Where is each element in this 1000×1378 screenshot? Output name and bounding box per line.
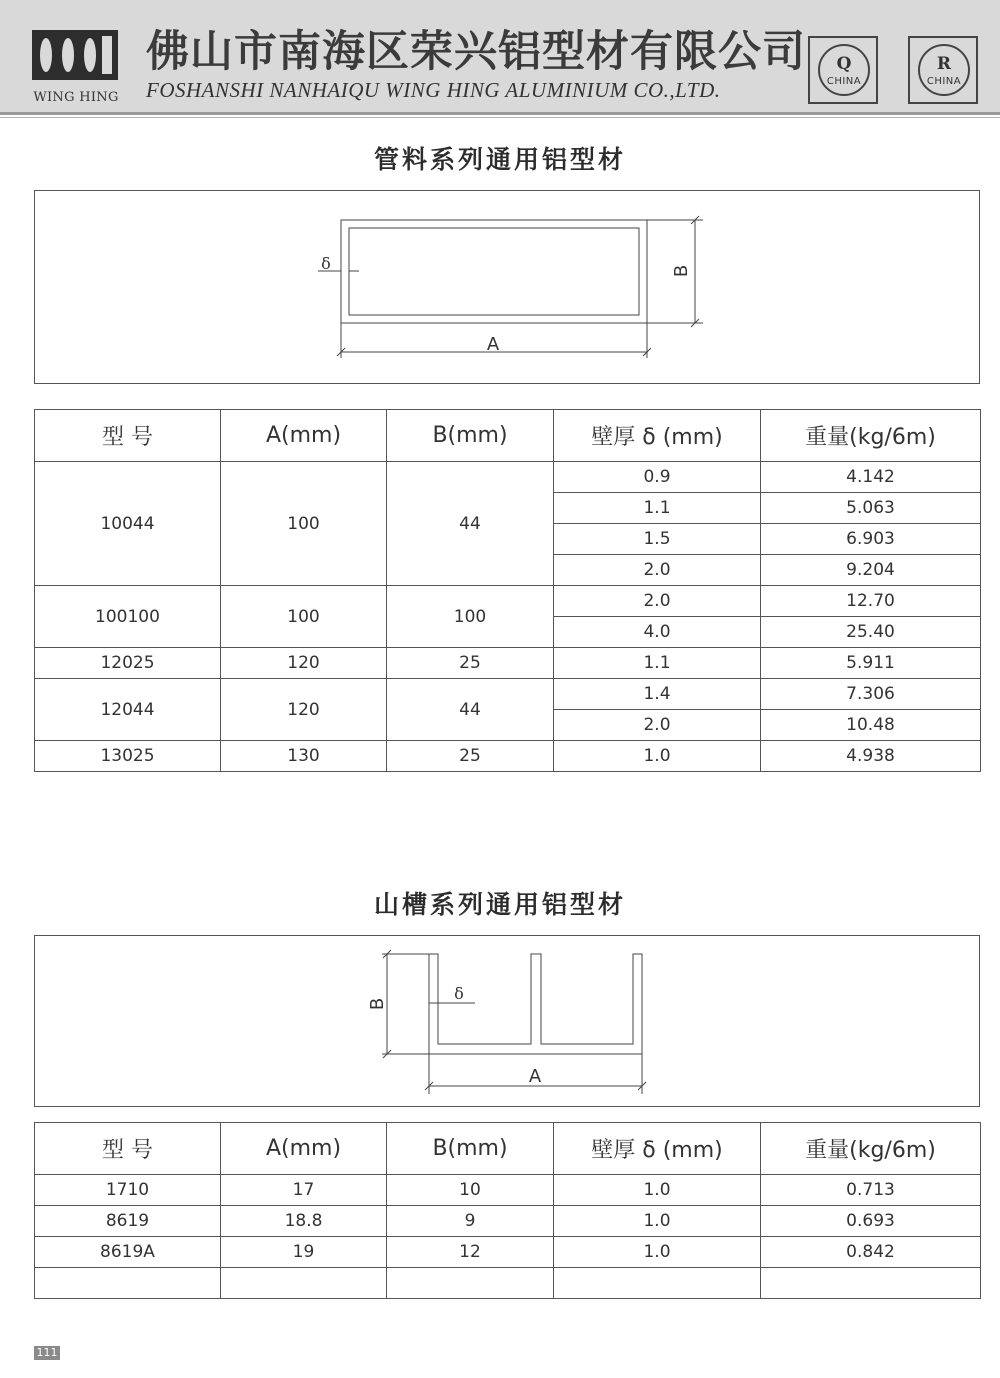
cell-b: 25: [387, 648, 554, 679]
dim-b-label: B: [367, 997, 388, 1011]
header-a: A(mm): [221, 410, 387, 462]
cell-model: 12044: [35, 679, 221, 741]
cell-a: 17: [221, 1175, 387, 1206]
section2-diagram: [34, 935, 980, 1107]
cell-weight: 25.40: [761, 617, 981, 648]
dim-delta-label: δ: [454, 984, 464, 1003]
rect-tube-profile-diagram: [35, 191, 981, 385]
cell-thickness: [554, 1268, 761, 1299]
table-header-row: [35, 410, 981, 462]
cell-b: 44: [387, 679, 554, 741]
cell-weight: 10.48: [761, 710, 981, 741]
table-row: [35, 741, 981, 772]
header-thickness: 壁厚 δ (mm): [554, 410, 761, 462]
header-thickness: 壁厚 δ (mm): [554, 1123, 761, 1175]
cell-a: 120: [221, 679, 387, 741]
cell-model: [35, 1268, 221, 1299]
cert-r-circle-icon: [918, 44, 970, 96]
cell-thickness: 4.0: [554, 617, 761, 648]
cell-model: 13025: [35, 741, 221, 772]
cell-weight: 0.842: [761, 1237, 981, 1268]
cell-weight: 4.938: [761, 741, 981, 772]
table-header-row: [35, 1123, 981, 1175]
cell-a: 18.8: [221, 1206, 387, 1237]
cell-thickness: 1.1: [554, 648, 761, 679]
table-row: [35, 462, 981, 493]
cell-weight: 5.063: [761, 493, 981, 524]
cell-b: [387, 1268, 554, 1299]
company-name-chinese: 佛山市南海区荣兴铝型材有限公司: [146, 27, 806, 77]
table-row: [35, 648, 981, 679]
cell-weight: 5.911: [761, 648, 981, 679]
cert-q-circle-icon: [818, 44, 870, 96]
table-row: [35, 679, 981, 710]
cell-a: 19: [221, 1237, 387, 1268]
header-model: 型 号: [35, 410, 221, 462]
cell-weight: 6.903: [761, 524, 981, 555]
section2-spec-table: [34, 1122, 981, 1299]
cell-b: 100: [387, 586, 554, 648]
cell-b: 10: [387, 1175, 554, 1206]
header-weight: 重量(kg/6m): [761, 410, 981, 462]
cell-b: 9: [387, 1206, 554, 1237]
cell-a: 120: [221, 648, 387, 679]
cell-weight: 4.142: [761, 462, 981, 493]
header-divider: [0, 112, 1000, 115]
page-header: [0, 0, 1000, 112]
header-divider-thin: [0, 117, 1000, 118]
cell-thickness: 2.0: [554, 586, 761, 617]
cell-thickness: 1.4: [554, 679, 761, 710]
cert-r-badge: [908, 36, 978, 104]
cell-thickness: 1.0: [554, 1206, 761, 1237]
cert-r-letter: R: [936, 54, 952, 74]
section2-title: 山槽系列通用铝型材: [373, 890, 626, 919]
dim-b-label: B: [671, 264, 692, 278]
table-row: [35, 1175, 981, 1206]
cell-model: 12025: [35, 648, 221, 679]
cell-thickness: 2.0: [554, 710, 761, 741]
cell-a: 100: [221, 586, 387, 648]
cert-q-sub: CHINA: [826, 76, 862, 87]
cell-a: [221, 1268, 387, 1299]
dim-a-label: A: [528, 1066, 542, 1087]
cell-model: 8619: [35, 1206, 221, 1237]
cell-thickness: 1.5: [554, 524, 761, 555]
table-row: [35, 1268, 981, 1299]
cell-model: 100100: [35, 586, 221, 648]
cell-thickness: 1.1: [554, 493, 761, 524]
section1-title: 管料系列通用铝型材: [373, 145, 626, 174]
logo-text: WING HING: [33, 90, 119, 105]
cell-weight: 9.204: [761, 555, 981, 586]
cell-thickness: 2.0: [554, 555, 761, 586]
header-a: A(mm): [221, 1123, 387, 1175]
cert-q-badge: [808, 36, 878, 104]
table-row: [35, 586, 981, 617]
company-name-english: FOSHANSHI NANHAIQU WING HING ALUMINIUM CO.,LTD.: [146, 78, 721, 102]
cell-weight: 0.693: [761, 1206, 981, 1237]
header-weight: 重量(kg/6m): [761, 1123, 981, 1175]
section1-spec-table: [34, 409, 981, 772]
header-b: B(mm): [387, 1123, 554, 1175]
table-row: [35, 1206, 981, 1237]
cell-weight: 12.70: [761, 586, 981, 617]
cert-r-sub: CHINA: [926, 76, 962, 87]
cell-thickness: 1.0: [554, 1237, 761, 1268]
cell-model: 1710: [35, 1175, 221, 1206]
table-row: [35, 1237, 981, 1268]
cell-a: 100: [221, 462, 387, 586]
cell-thickness: 1.0: [554, 1175, 761, 1206]
dim-a-label: A: [486, 334, 500, 355]
cell-a: 130: [221, 741, 387, 772]
page-number: 111: [34, 1346, 60, 1360]
header-b: B(mm): [387, 410, 554, 462]
header-model: 型 号: [35, 1123, 221, 1175]
cell-weight: 0.713: [761, 1175, 981, 1206]
cell-model: 10044: [35, 462, 221, 586]
cell-thickness: 0.9: [554, 462, 761, 493]
dim-delta-label: δ: [321, 254, 331, 273]
cert-q-letter: Q: [836, 54, 852, 74]
cell-weight: [761, 1268, 981, 1299]
cell-b: 44: [387, 462, 554, 586]
u-channel-profile-diagram: [35, 936, 981, 1108]
cell-b: 25: [387, 741, 554, 772]
section1-diagram: [34, 190, 980, 384]
cell-b: 12: [387, 1237, 554, 1268]
wing-hing-logo-icon: [30, 26, 120, 92]
cell-weight: 7.306: [761, 679, 981, 710]
cell-thickness: 1.0: [554, 741, 761, 772]
cell-model: 8619A: [35, 1237, 221, 1268]
